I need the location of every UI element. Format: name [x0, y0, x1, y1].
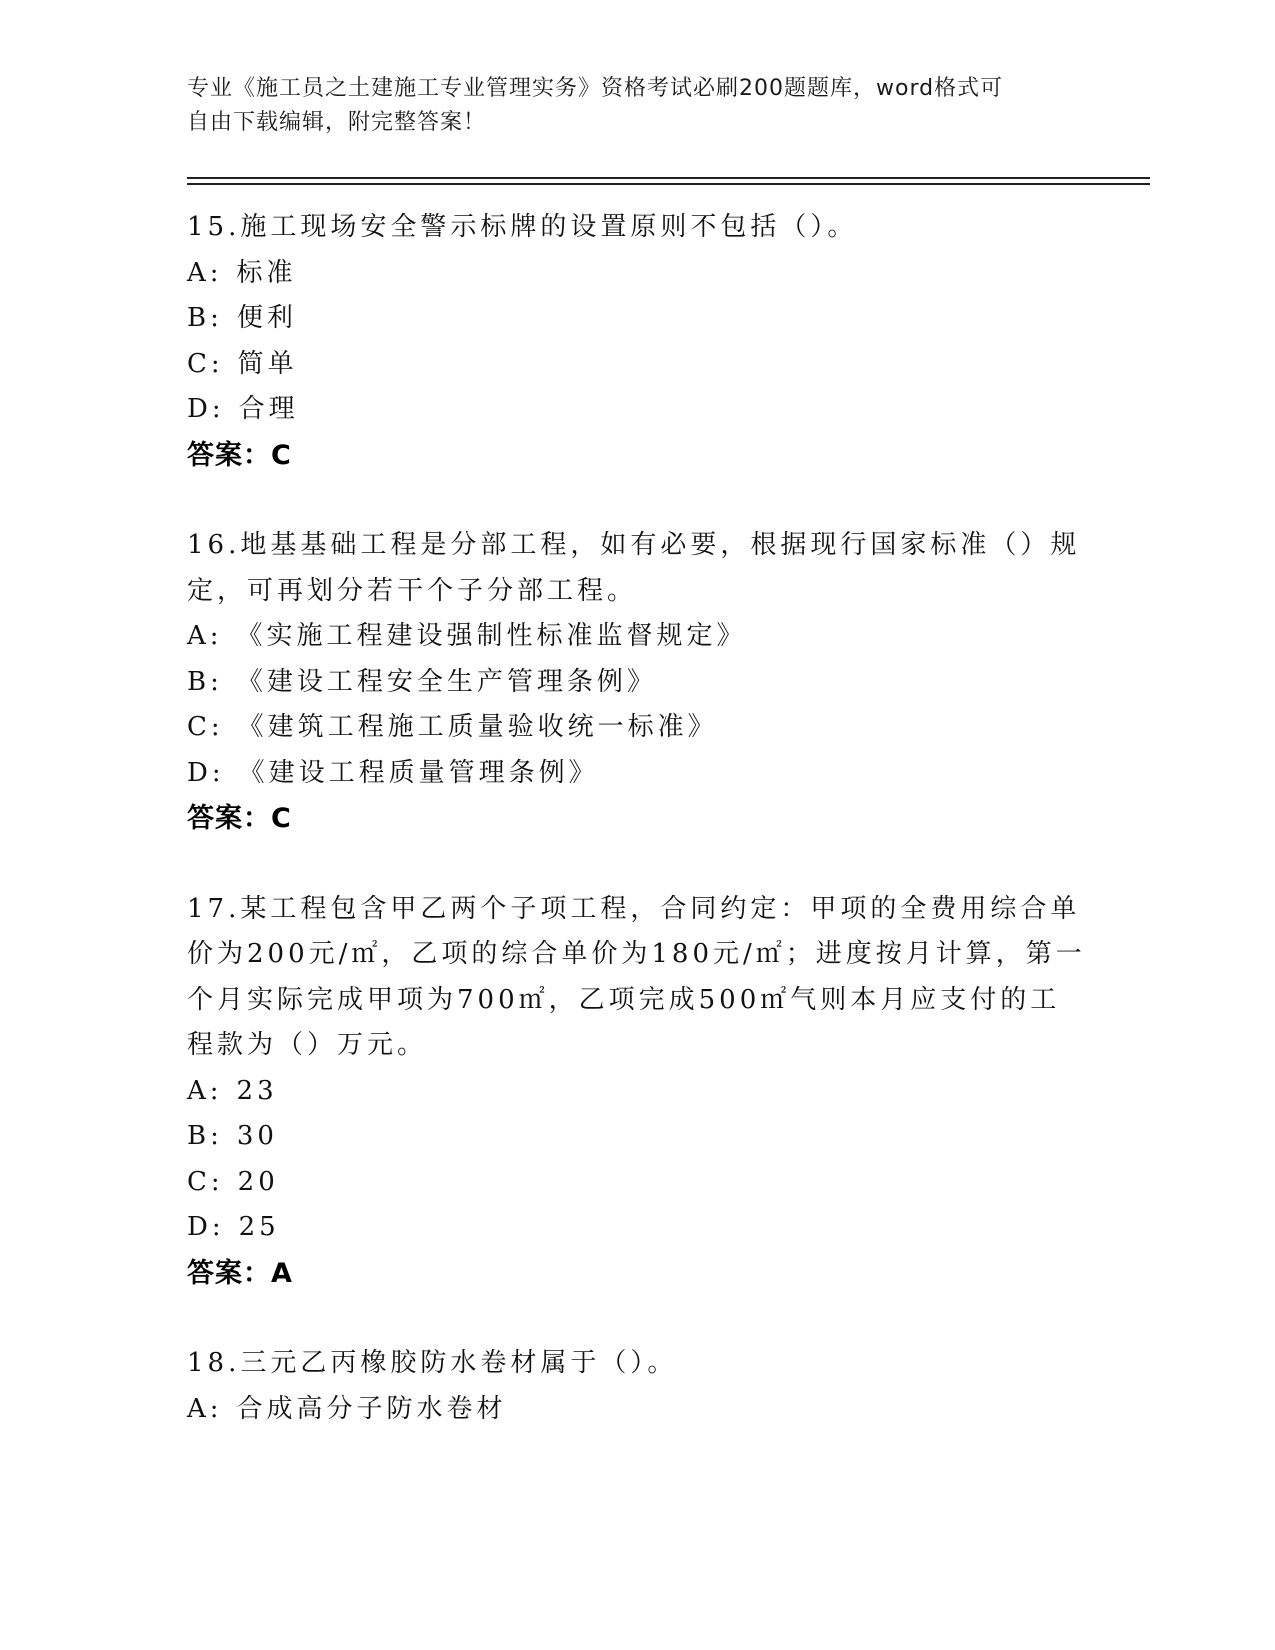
option-key: B: — [187, 1121, 223, 1151]
option-key: D: — [187, 757, 225, 788]
option-d — [187, 387, 1087, 433]
option-text: 30 — [236, 1121, 278, 1151]
option-b — [187, 660, 1087, 706]
option-c — [187, 342, 1087, 388]
option-d — [187, 751, 1087, 797]
option-key: B: — [187, 303, 223, 333]
option-key: B: — [187, 666, 223, 697]
option-key: A: — [187, 257, 223, 288]
option-key: A: — [187, 1393, 223, 1424]
question-15 — [187, 205, 1087, 478]
question-stem: 15.施工现场安全警示标牌的设置原则不包括（）。 — [187, 212, 858, 242]
answer-line: 答案：C — [187, 803, 292, 834]
header-divider-top — [187, 177, 1150, 179]
option-key: D: — [187, 394, 225, 424]
option-a — [187, 1069, 1087, 1115]
question-16 — [187, 523, 1087, 842]
question-stem: 18.三元乙丙橡胶防水卷材属于（）。 — [187, 1348, 678, 1378]
option-b — [187, 296, 1087, 342]
option-b — [187, 1114, 1087, 1160]
option-key: A: — [187, 621, 223, 651]
option-a — [187, 251, 1087, 297]
option-text: 23 — [236, 1075, 278, 1106]
option-text: 25 — [238, 1212, 280, 1242]
option-a — [187, 1387, 1087, 1433]
document-header — [187, 72, 1067, 140]
option-key: C: — [187, 1166, 224, 1197]
option-c — [187, 1160, 1087, 1206]
option-text: 《建设工程质量管理条例》 — [238, 757, 599, 788]
option-key: C: — [187, 348, 224, 379]
question-18 — [187, 1341, 1087, 1432]
answer-line: 答案：C — [187, 439, 292, 471]
option-text: 《实施工程建设强制性标准监督规定》 — [236, 621, 747, 651]
option-a — [187, 614, 1087, 660]
option-text: 标准 — [236, 257, 297, 288]
option-text: 合成高分子防水卷材 — [236, 1393, 507, 1424]
question-17 — [187, 887, 1087, 1297]
question-list — [187, 205, 1087, 1477]
answer-line: 答案：A — [187, 1257, 293, 1289]
question-stem: 17.某工程包含甲乙两个子项工程，合同约定：甲项的全费用综合单价为200元/㎡，乙项的综合单价为180元/㎡；进度按月计算，第一个月实际完成甲项为700㎡，乙项完成500㎡气则本月应支付的工程款为（）万元。 — [187, 893, 1086, 1060]
question-stem: 16.地基基础工程是分部工程，如有必要，根据现行国家标准（）规定，可再划分若干个子分部工程。 — [187, 530, 1081, 606]
option-text: 合理 — [238, 394, 299, 424]
option-text: 《建设工程安全生产管理条例》 — [236, 666, 657, 697]
option-text: 20 — [237, 1166, 279, 1197]
option-key: C: — [187, 712, 224, 742]
option-c — [187, 705, 1087, 751]
header-line-1: 专业《施工员之土建施工专业管理实务》资格考试必刷200题题库，word格式可 — [187, 76, 1004, 101]
option-text: 便利 — [236, 303, 297, 333]
option-key: A: — [187, 1075, 223, 1106]
option-text: 简单 — [237, 348, 298, 379]
header-divider-bottom — [187, 183, 1150, 185]
header-line-2: 自由下载编辑，附完整答案！ — [187, 110, 487, 135]
option-d — [187, 1205, 1087, 1251]
option-key: D: — [187, 1212, 225, 1242]
option-text: 《建筑工程施工质量验收统一标准》 — [237, 712, 718, 742]
